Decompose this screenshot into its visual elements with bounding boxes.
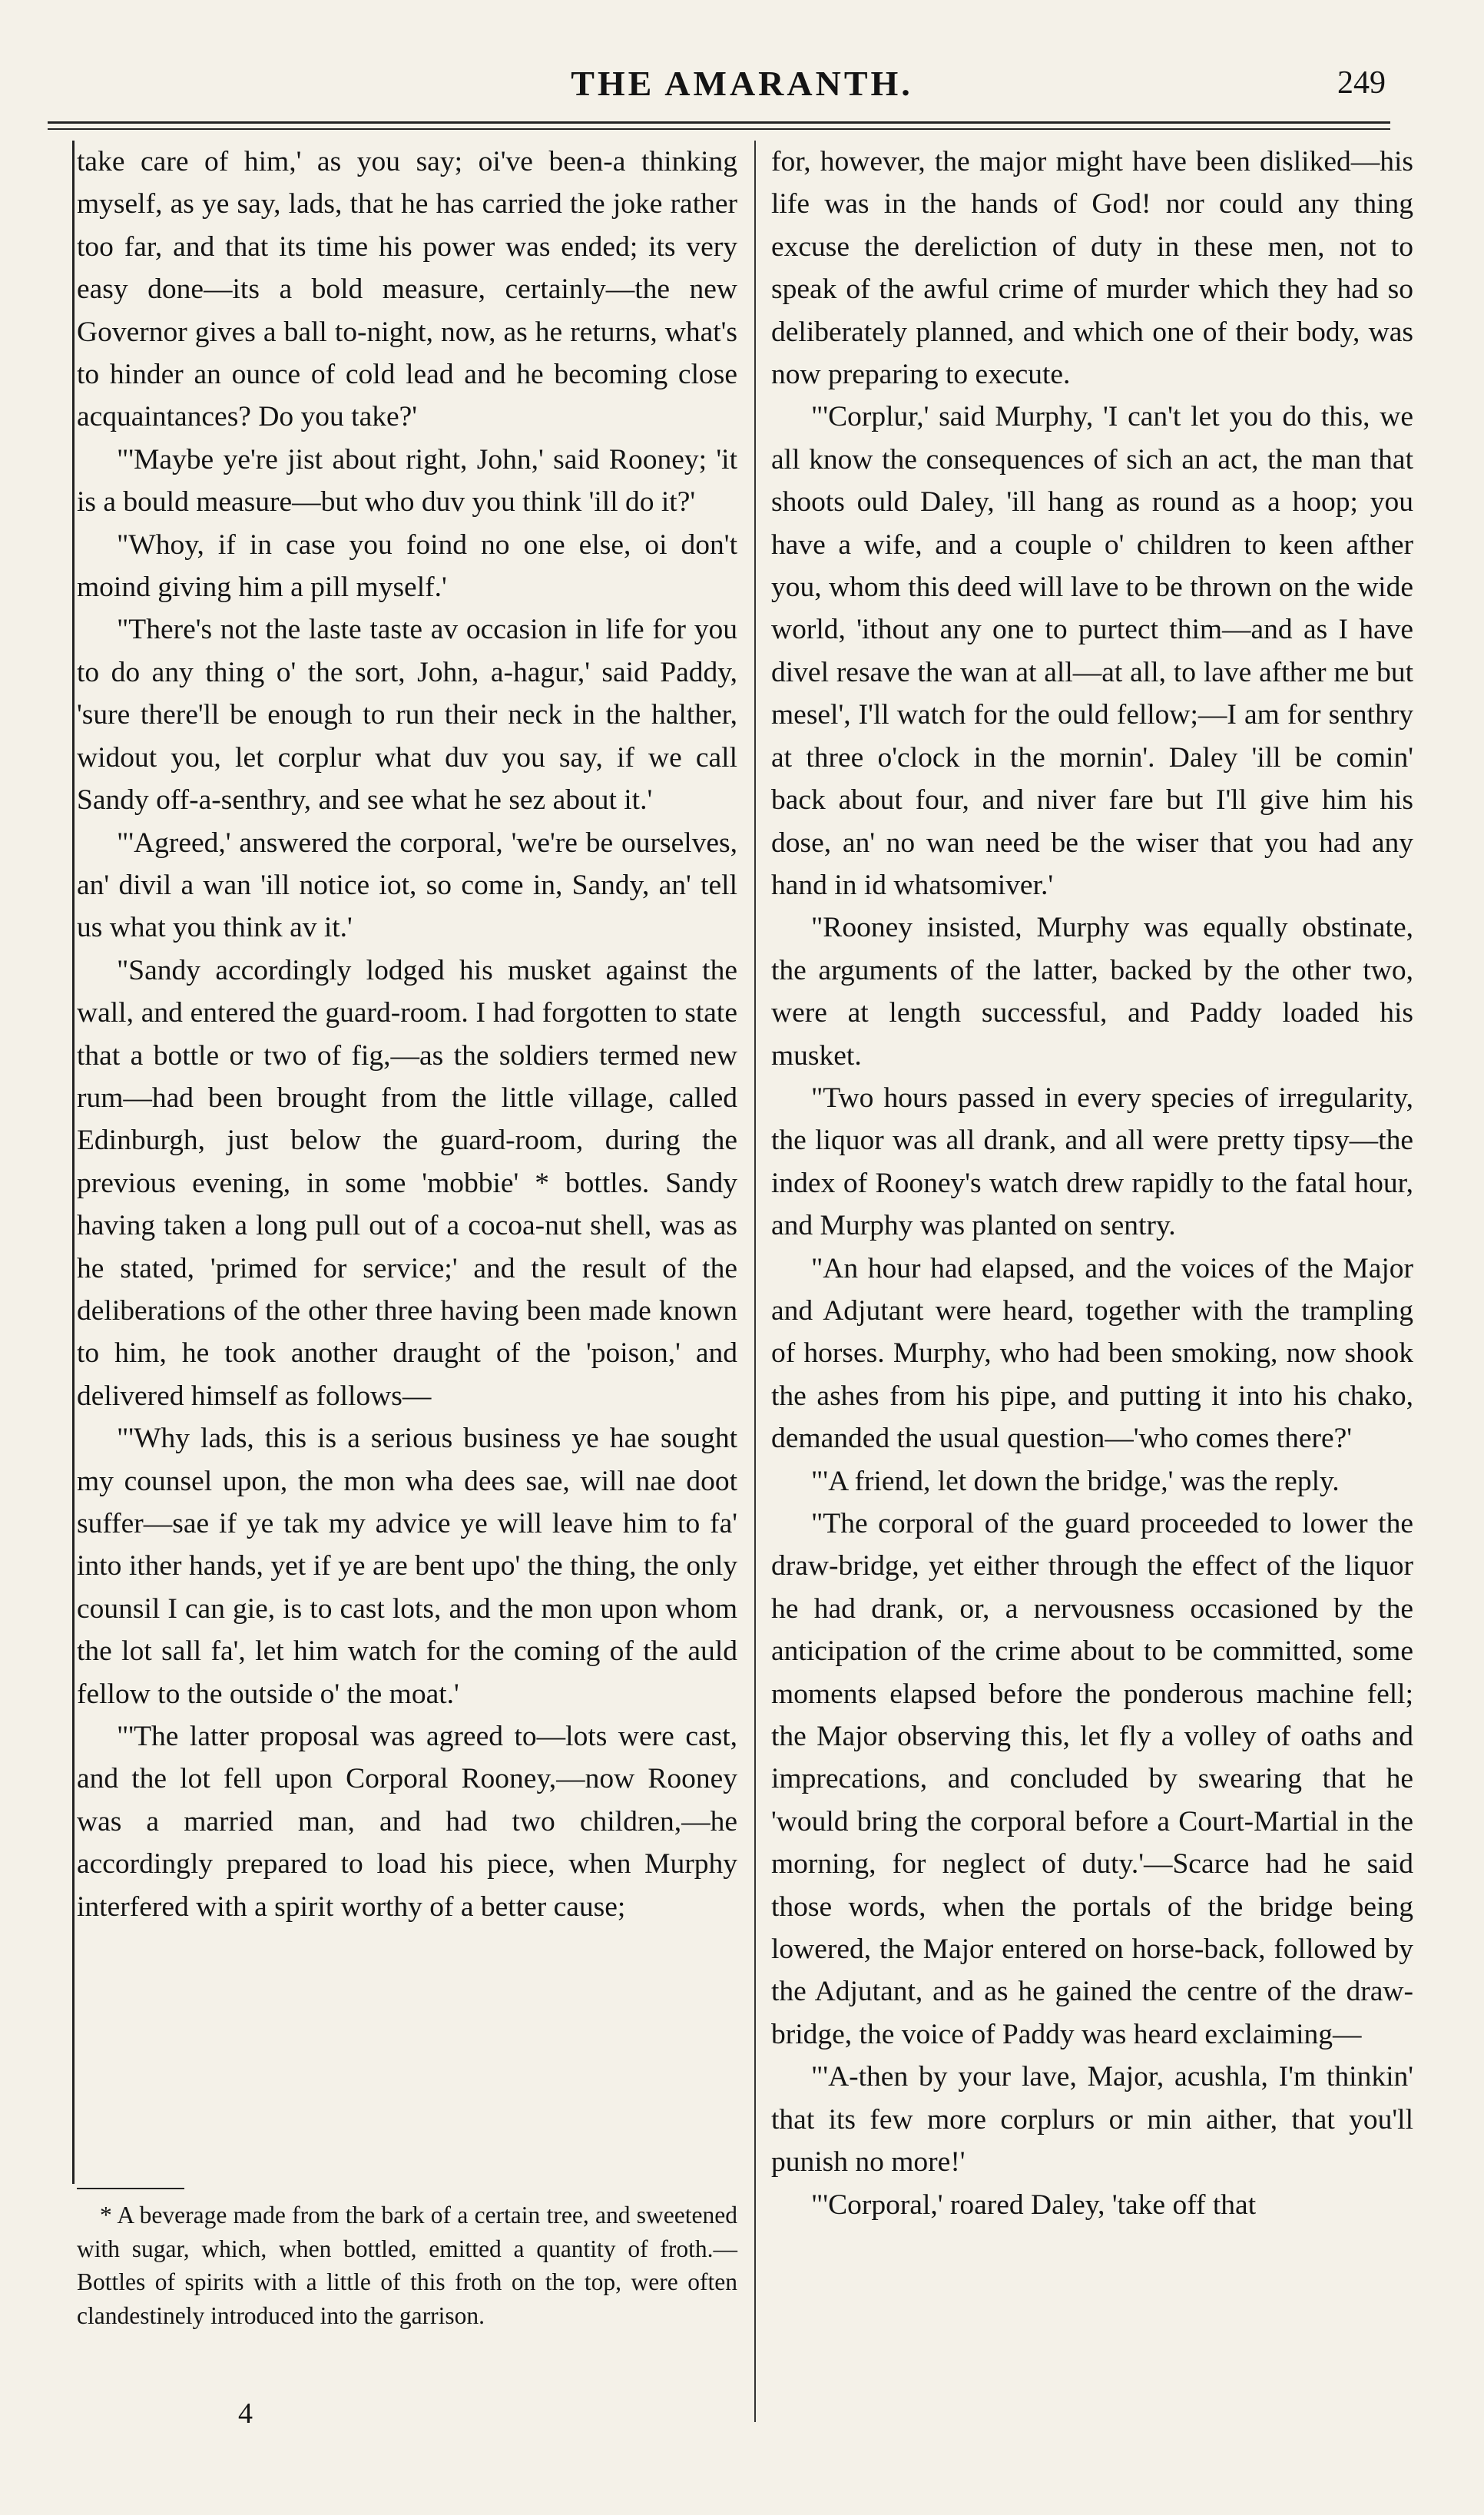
paragraph: for, however, the major might have been disliked—his life was in the hands of God! nor could any thing excuse the dereliction of duty in these men, not to speak of the awful crime of murder which they had so deliberately planned, and which one of their body, was now preparing to execute. <box>771 146 1413 391</box>
paragraph: "Two hours passed in every species of irregularity, the liquor was all drank, and all were pretty tipsy—the index of Rooney's watch drew rapidly to the fatal hour, and Murphy was planted on sentry. <box>771 1082 1413 1242</box>
footnote-rule <box>77 2188 184 2189</box>
paragraph: "'Agreed,' answered the corporal, 'we're be ourselves, an' divil a wan 'ill notice iot, so come in, Sandy, an' tell us what you think av it.' <box>77 827 737 944</box>
signature-mark: 4 <box>238 2397 253 2430</box>
left-edge-rule <box>72 141 75 2184</box>
column-divider <box>754 141 756 2422</box>
paragraph: "Sandy accordingly lodged his musket against the wall, and entered the guard-room. I had forgotten to state that a bottle or two of fig,—as the soldiers termed new rum—had been brought from the little village, called Edinburgh, just below the guard-room, during the previous evening, in some 'mobbie' * bottles. Sandy having taken a long pull out of a cocoa-nut shell, was as he stated, 'primed for service;' and the result of the deliberations of the other three having been made known to him, he took another draught of the 'poison,' and delivered himself as follows— <box>77 954 737 1412</box>
running-title: THE AMARANTH. <box>571 64 913 103</box>
header-rule <box>48 121 1390 124</box>
left-column <box>77 141 737 1928</box>
paragraph: "'Maybe ye're jist about right, John,' said Rooney; 'it is a bould measure—but who duv you think 'ill do it?' <box>77 443 737 519</box>
page-number: 249 <box>1337 65 1386 101</box>
paragraph: "There's not the laste taste av occasion in life for you to do any thing o' the sort, John, a-hagur,' said Paddy, 'sure there'll be enough to run their neck in the halther, widout you, let corplur what duv you say, if we call Sandy off-a-senthry, and see what he sez about it.' <box>77 614 737 817</box>
paragraph: "An hour had elapsed, and the voices of the Major and Adjutant were heard, together with the trampling of horses. Murphy, who had been smoking, now shook the ashes from his pipe, and putting it into his chako, demanded the usual question—'who comes there?' <box>771 1252 1413 1455</box>
paragraph: "'Why lads, this is a serious business ye hae sought my counsel upon, the mon wha dees sae, will nae doot suffer—sae if ye tak my advice ye will leave him to fa' into ither hands, yet if ye are bent upo' the thing, the only counsil I can gie, is to cast lots, and the mon upon whom the lot sall fa', let him watch for the coming of the auld fellow to the outside o' the moat.' <box>77 1423 737 1710</box>
paragraph: "'A-then by your lave, Major, acushla, I'm thinkin' that its few more corplurs or min aither, that you'll punish no more!' <box>771 2061 1413 2179</box>
paragraph: "Whoy, if in case you foind no one else, oi don't moind giving him a pill myself.' <box>77 529 737 604</box>
paragraph: "The corporal of the guard proceeded to lower the draw-bridge, yet either through the effect of the liquor he had drank, or, a nervousness occasioned by the anticipation of the crime about to be committed, some moments elapsed before the ponderous machine fell; the Major observing this, let fly a volley of oaths and imprecations, and concluded by swearing that he 'would bring the corporal before a Court-Martial in the morning, for neglect of duty.'—Scarce had he said those words, when the portals of the bridge being lowered, the Major entered on horse-back, followed by the Adjutant, and as he gained the centre of the draw-bridge, the voice of Paddy was heard exclaiming— <box>771 1508 1413 2050</box>
footnote-text: * A beverage made from the bark of a certain tree, and sweetened with sugar, which, when bottled, emitted a quantity of froth.—Bottles of spirits with a little of this froth on the top, were often clandestinely introduced into the garrison. <box>77 2202 737 2329</box>
paragraph: "'Corporal,' roared Daley, 'take off that <box>811 2189 1257 2221</box>
paragraph: take care of him,' as you say; oi've been-a thinking myself, as ye say, lads, that he has carried the joke rather too far, and that its time his power was ended; its very easy done—its a bold measure, certainly—the new Governor gives a ball to-night, now, as he returns, what's to hinder an ounce of cold lead and he becoming close acquaintances? Do you take?' <box>77 146 737 433</box>
header-rule-thin <box>48 128 1390 130</box>
right-column <box>771 141 1413 2226</box>
paragraph: "'Corplur,' said Murphy, 'I can't let you do this, we all know the consequences of sich an act, the man that shoots ould Daley, 'ill hang as round as a hoop; you have a wife, and a couple o' children to keen afther you, whom this deed will lave to be thrown on the wide world, 'ithout any one to purtect thim—and as I have divel resave the wan at all—at all, to lave afther me but mesel', I'll watch for the ould fellow;—I am for senthry at three o'clock in the mornin'. Daley 'ill be comin' back about four, and niver fare but I'll give him his dose, an' no wan need be the wiser that you had any hand in id whatsomiver.' <box>771 401 1413 901</box>
paragraph: "Rooney insisted, Murphy was equally obstinate, the arguments of the latter, backed by the other two, were at length successful, and Paddy loaded his musket. <box>771 912 1413 1072</box>
paragraph: "'The latter proposal was agreed to—lots were cast, and the lot fell upon Corporal Rooney,—now Rooney was a married man, and had two children,—he accordingly prepared to load his piece, when Murphy interfered with a spirit worthy of a better cause; <box>77 1721 737 1923</box>
footnote <box>77 2199 737 2332</box>
paragraph: "'A friend, let down the bridge,' was the reply. <box>811 1465 1340 1497</box>
